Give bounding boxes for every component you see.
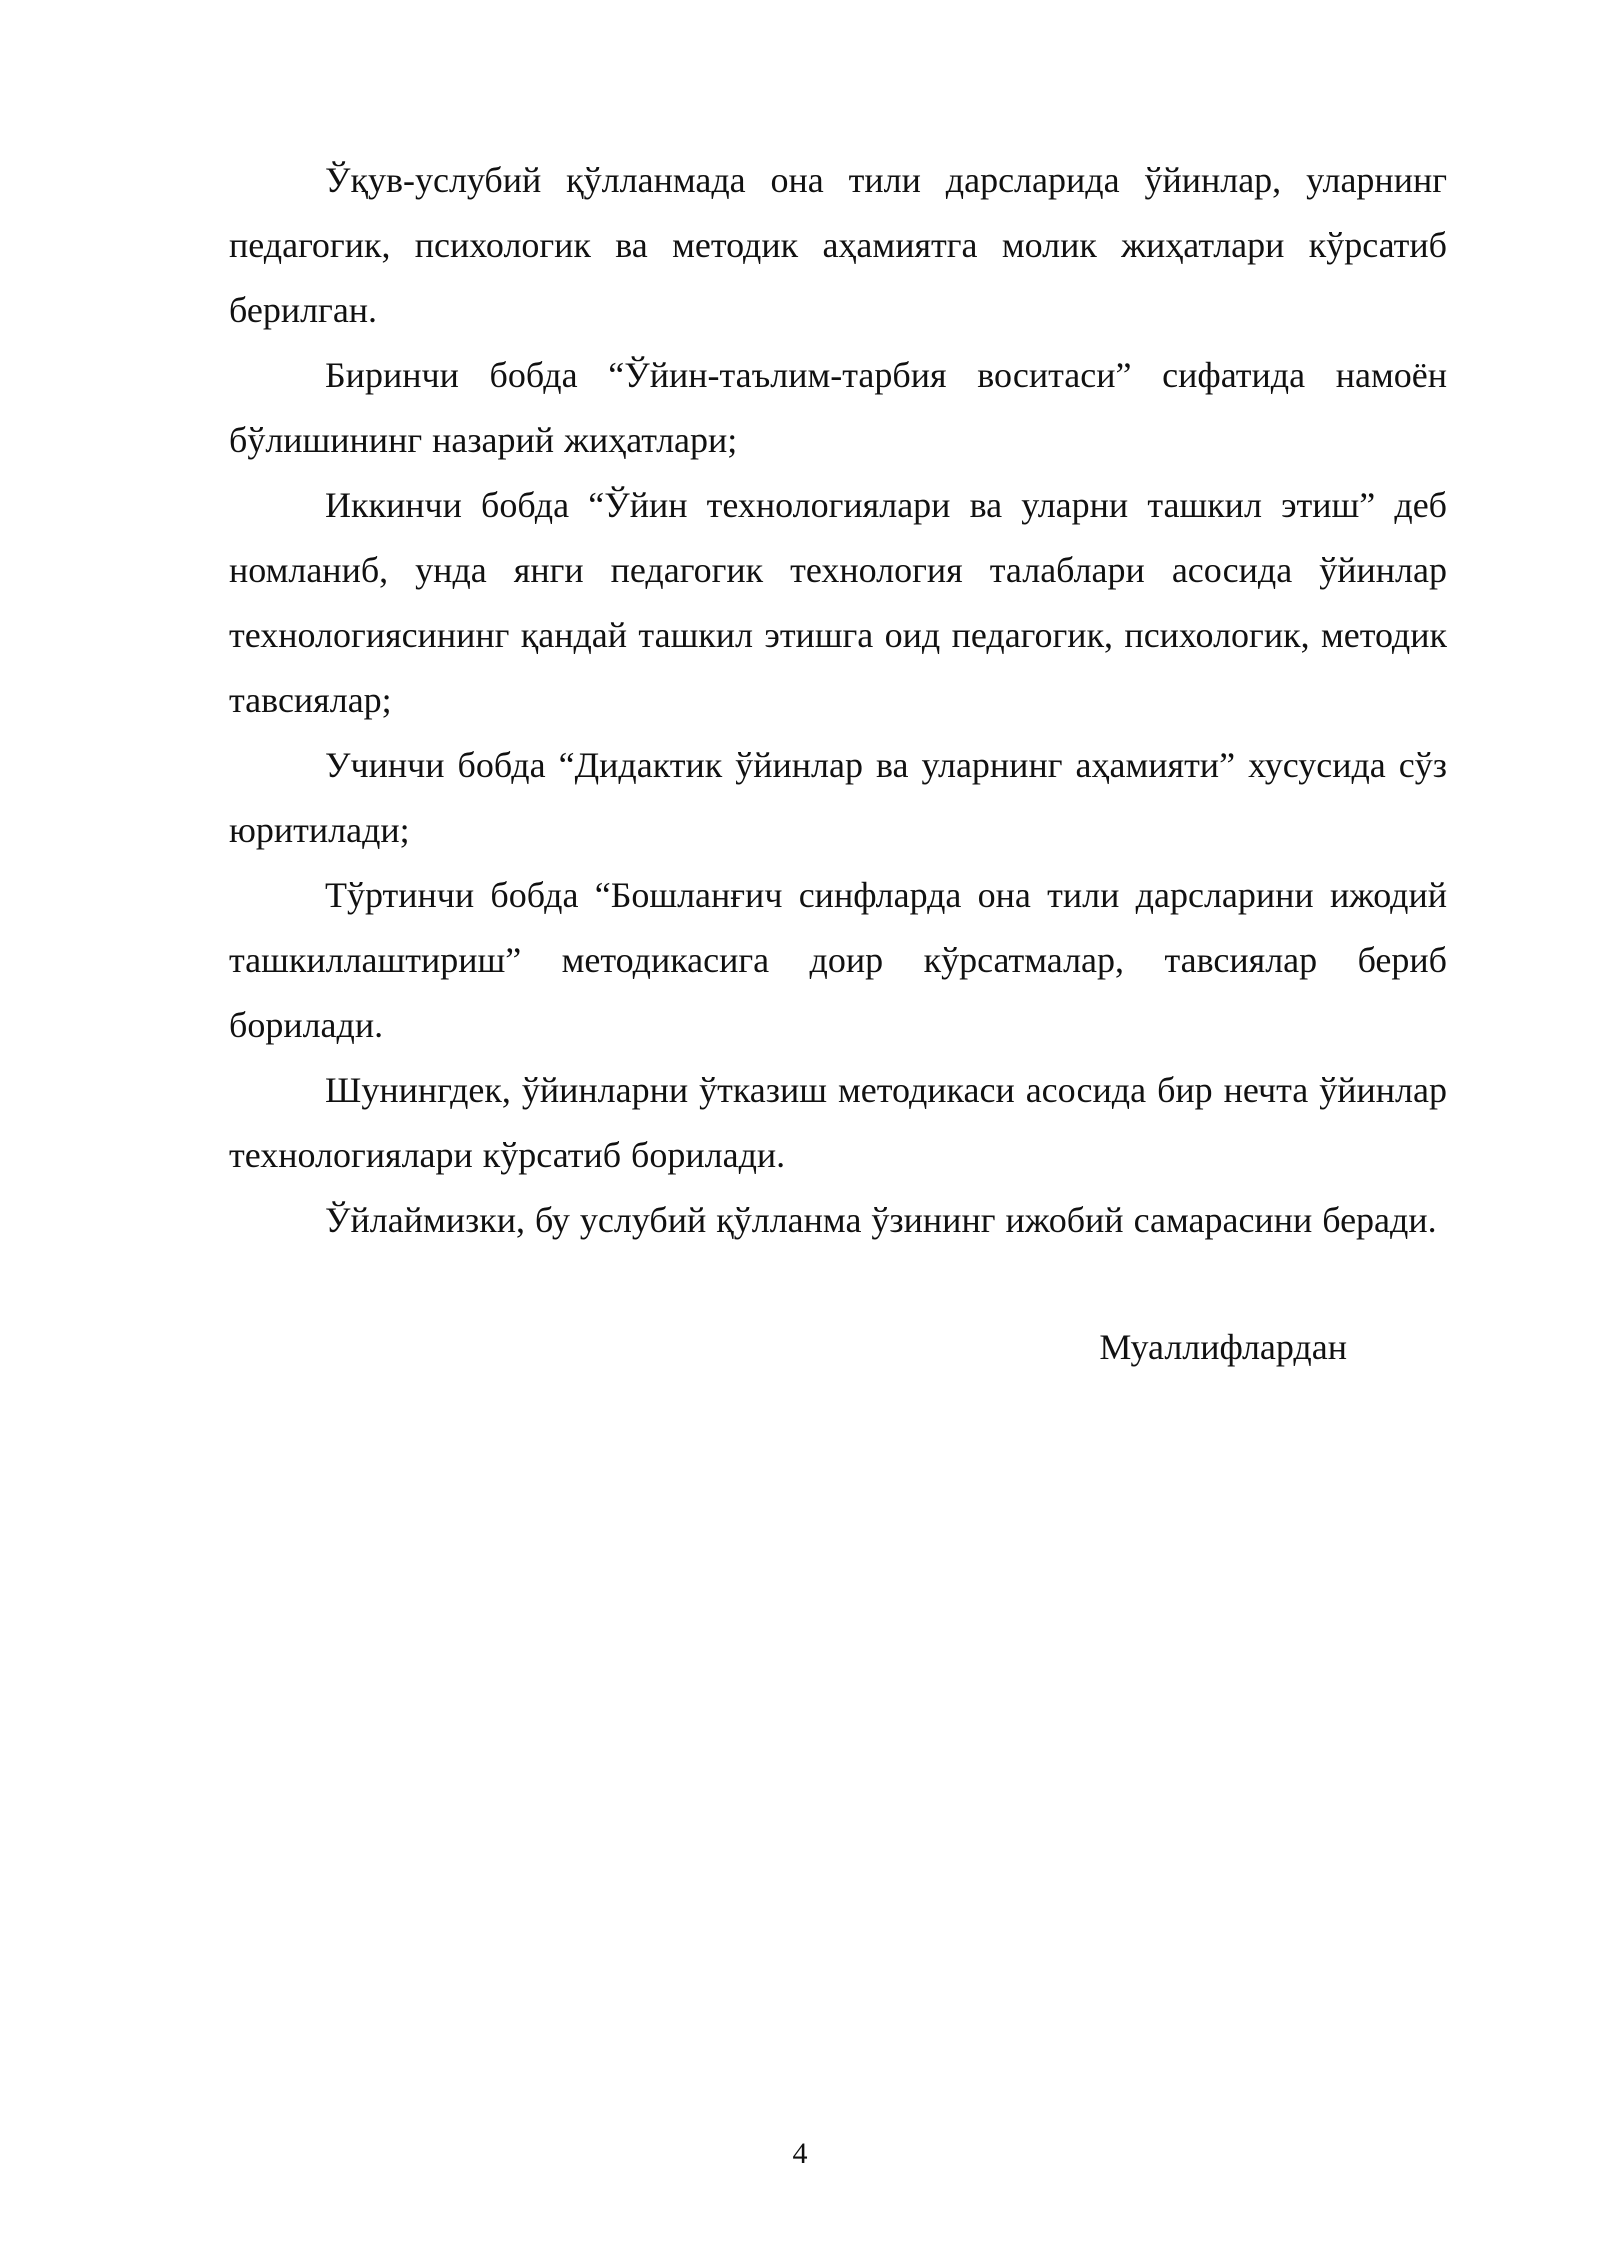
paragraph-intro: Ўқув-услубий қўлланмада она тили дарсларида ўйинлар, уларнинг педагогик, психологик ва методик аҳамиятга молик жиҳатлари кўрсатиб берилган. — [229, 160, 1447, 330]
paragraph-chapter-three: Учинчи бобда “Дидактик ўйинлар ва уларнинг аҳамияти” хусусида сўз юритилади; — [229, 745, 1447, 850]
paragraph-game-methods: Шунингдек, ўйинларни ўтказиш методикаси асосида бир нечта ўйинлар технологиялари кўрсатиб борилади. — [229, 1070, 1447, 1175]
page-number: 4 — [792, 2137, 808, 2170]
paragraph-chapter-one: Биринчи бобда “Ўйин-таълим-тарбия воситаси” сифатида намоён бўлишининг назарий жиҳатлари; — [229, 355, 1447, 460]
paragraph-chapter-four: Тўртинчи бобда “Бошланғич синфларда она тили дарсларини ижодий ташкиллаштириш” методикасига доир кўрсатмалар, тавсиялар бериб борилади. — [229, 875, 1447, 1045]
paragraph-chapter-two: Иккинчи бобда “Ўйин технологиялари ва уларни ташкил этиш” деб номланиб, унда янги педагогик технология талаблари асосида ўйинлар технологиясининг қандай ташкил этишга оид педагогик, психологик, методик тавсиялар; — [229, 485, 1447, 720]
paragraph-closing: Ўйлаймизки, бу услубий қўлланма ўзининг ижобий самарасини беради. — [325, 1200, 1437, 1240]
page-body — [229, 148, 1447, 1380]
author-signature: Муаллифлардан — [1099, 1327, 1347, 1367]
